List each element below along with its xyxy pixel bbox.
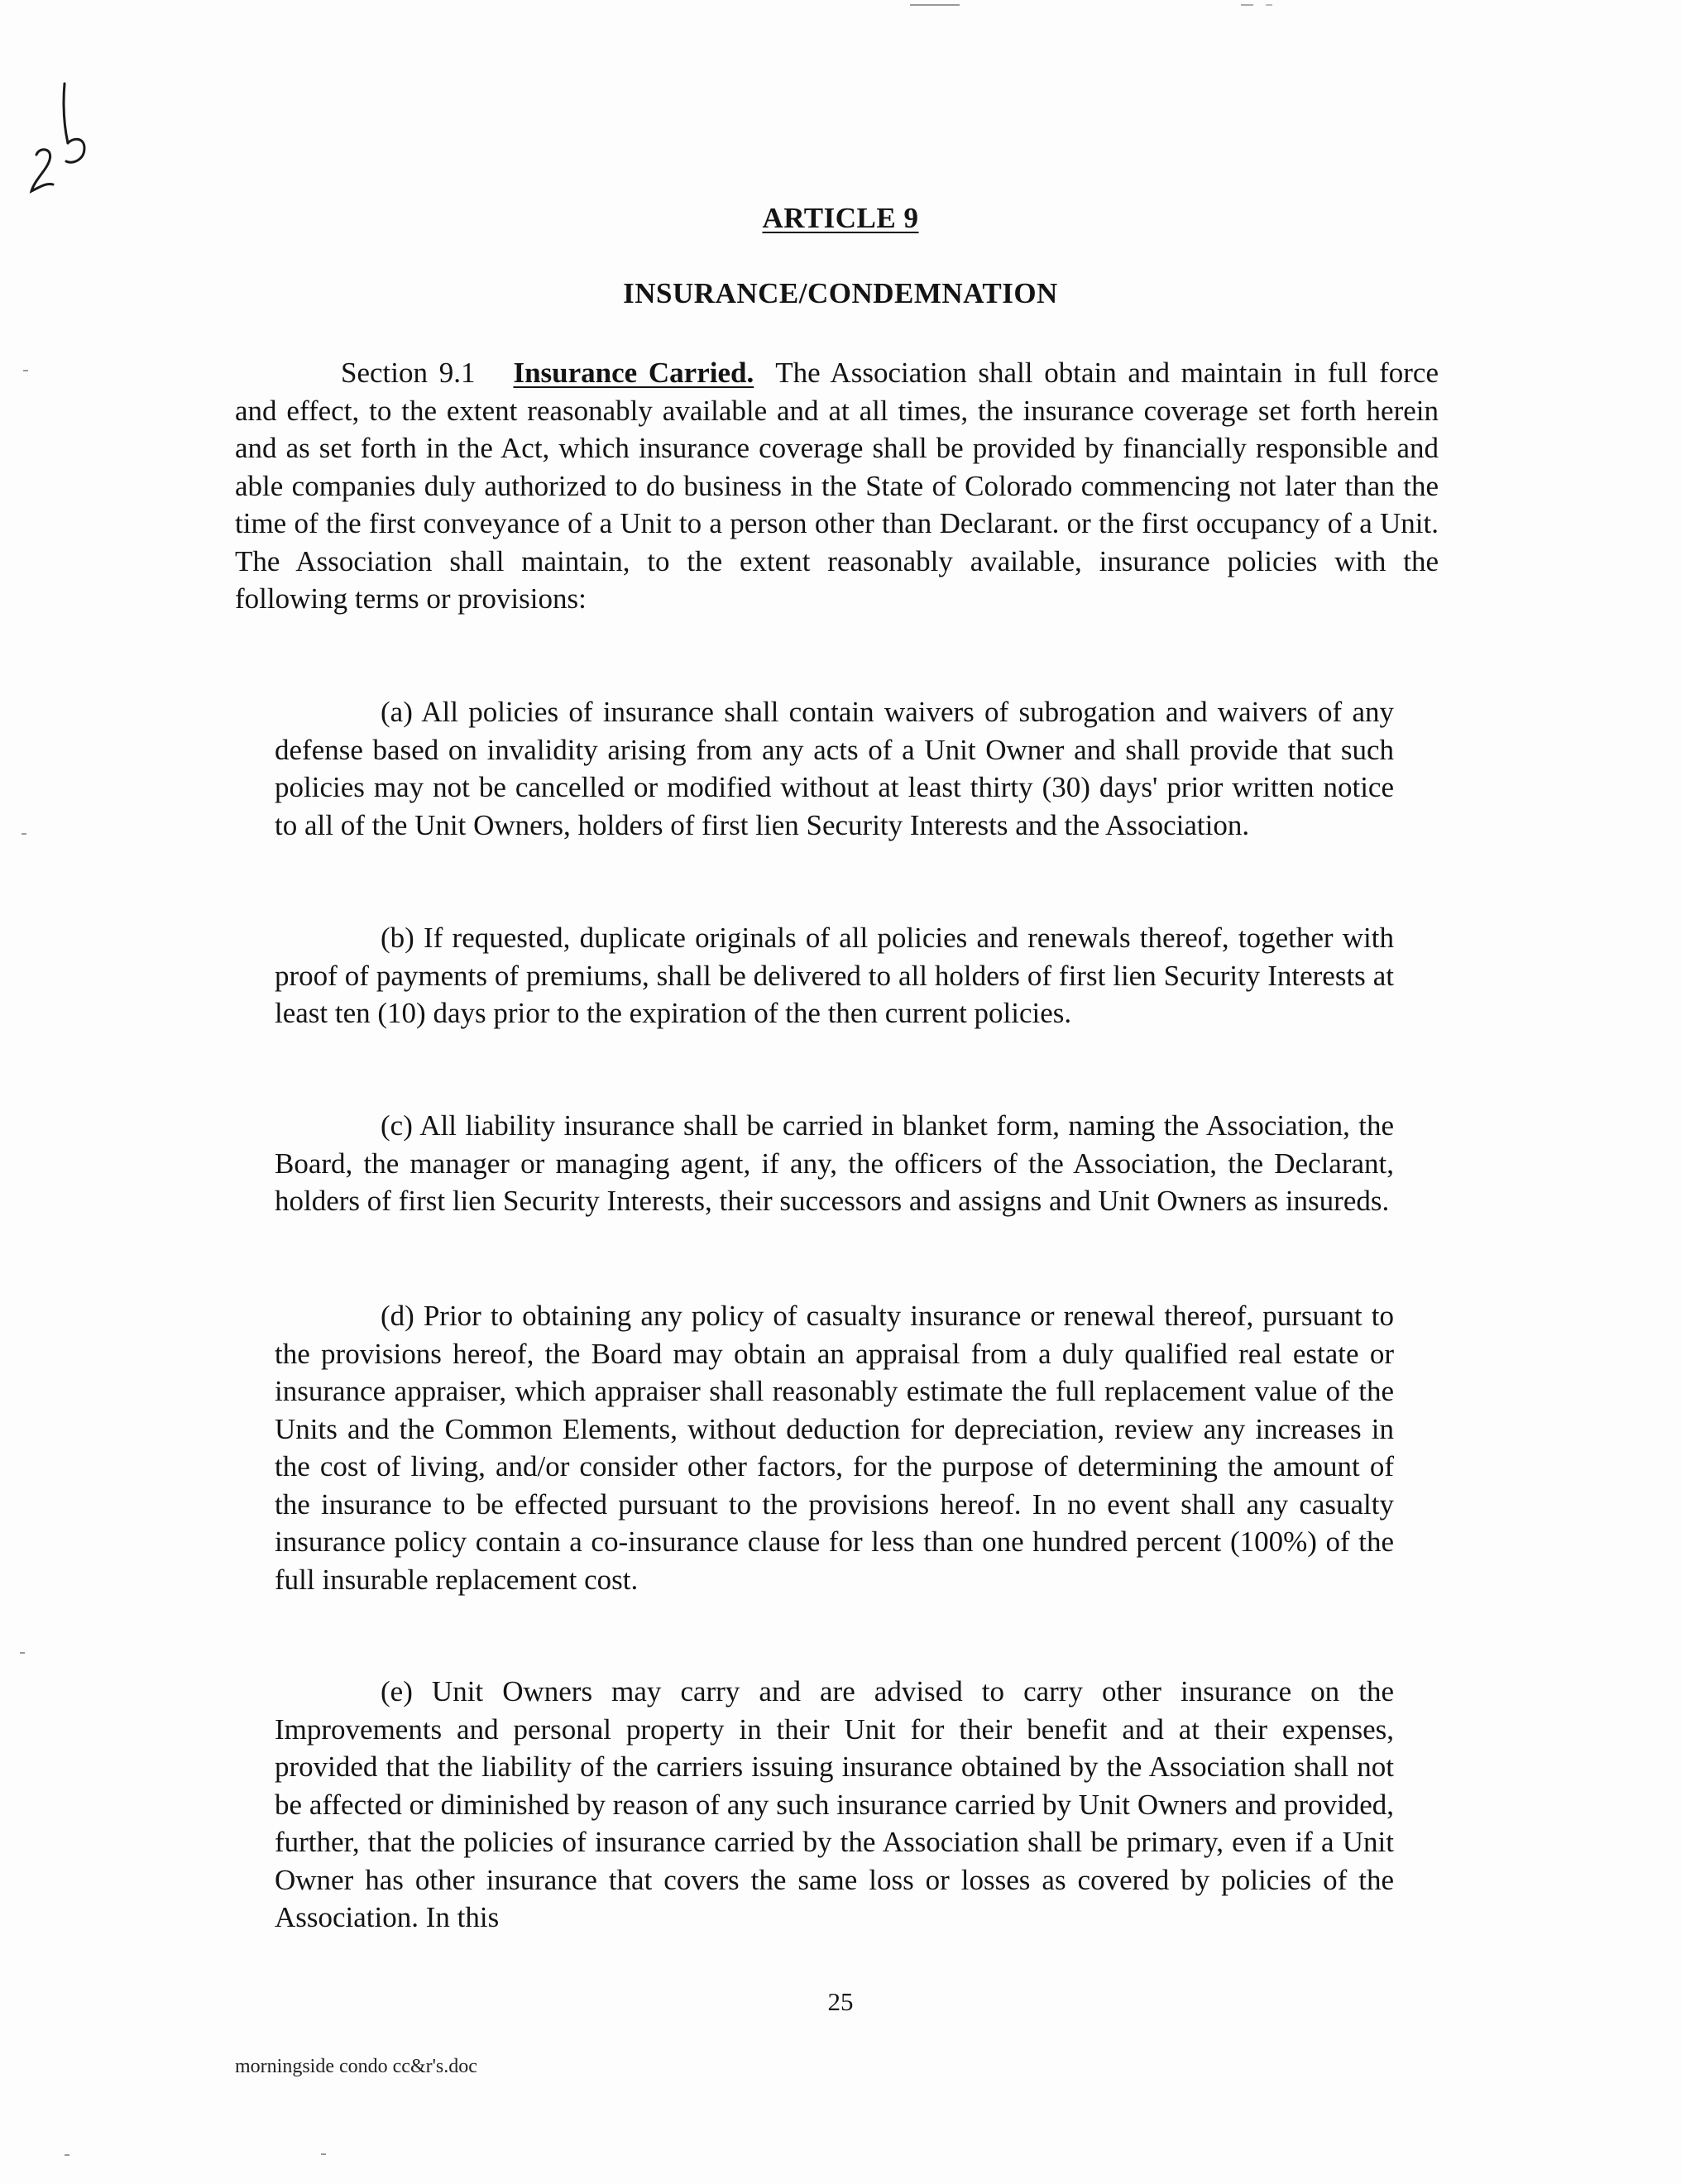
section-9-1-paragraph [235,354,1439,618]
footer-filename: morningside condo cc&r's.doc [235,2056,477,2077]
article-heading-text: ARTICLE 9 [762,202,919,234]
section-title: Insurance Carried. [513,357,754,389]
subsection-c: (c) All liability insurance shall be carried in blanket form, naming the Association, the Board, the manager or managing agent, if any, the officers of the Association, the Declarant, holders of first lien Security Interests, their successors and assigns and Unit Owners as insureds. [275,1109,1394,1217]
article-title: INSURANCE/CONDEMNATION [623,277,1058,309]
subsection-e: (e) Unit Owners may carry and are advised to carry other insurance on the Improvements and personal property in their Unit for their benefit and at their expenses, provided that the liability of the carriers issuing insurance obtained by the Association shall not be affected or diminished by reason of any such insurance carried by Unit Owners and provided, further, that the policies of insurance carried by the Association shall be primary, even if a Unit Owner has other insurance that covers the same loss or losses as covered by policies of the Association. In this [275,1675,1394,1933]
article-heading [0,202,1681,235]
subsection-b: (b) If requested, duplicate originals of all policies and renewals thereof, together with proof of payments of premiums, shall be delivered to all holders of first lien Security Interests at least ten (10) days prior to the expiration of the then current policies. [275,922,1394,1029]
subsection-a: (a) All policies of insurance shall contain waivers of subrogation and waivers of any defense based on invalidity arising from any acts of a Unit Owner and shall provide that such policies may not be cancelled or modified without at least thirty (30) days' prior written notice to all of the Unit Owners, holders of first lien Security Interests and the Association. [275,696,1394,841]
subsection-d: (d) Prior to obtaining any policy of casualty insurance or renewal thereof, pursuant to the provisions hereof, the Board may obtain an appraisal from a duly qualified real estate or insurance appraiser, which appraiser shall reasonably estimate the full replacement value of the Units and the Common Elements, without deduction for depreciation, review any increases in the cost of living, and/or consider other factors, for the purpose of determining the amount of the insurance to be effected pursuant to the provisions hereof. In no event shall any casualty insurance policy contain a co-insurance clause for less than one hundred percent (100%) of the full insurable replacement cost. [275,1300,1394,1596]
section-text: The Association shall obtain and maintain in full force and effect, to the extent reasonably available and at all times, the insurance coverage set forth herein and as set forth in the Act, which insurance coverage shall be provided by financially responsible and able companies duly authorized to do business in the State of Colorado commencing not later than the time of the first conveyance of a Unit to a person other than Declarant. or the first occupancy of a Unit. The Association shall maintain, to the extent reasonably available, insurance policies with the following terms or provisions: [235,357,1439,615]
page-number: 25 [827,1987,854,2016]
handwritten-page-mark [25,79,99,203]
section-label: Section 9.1 [341,357,476,389]
